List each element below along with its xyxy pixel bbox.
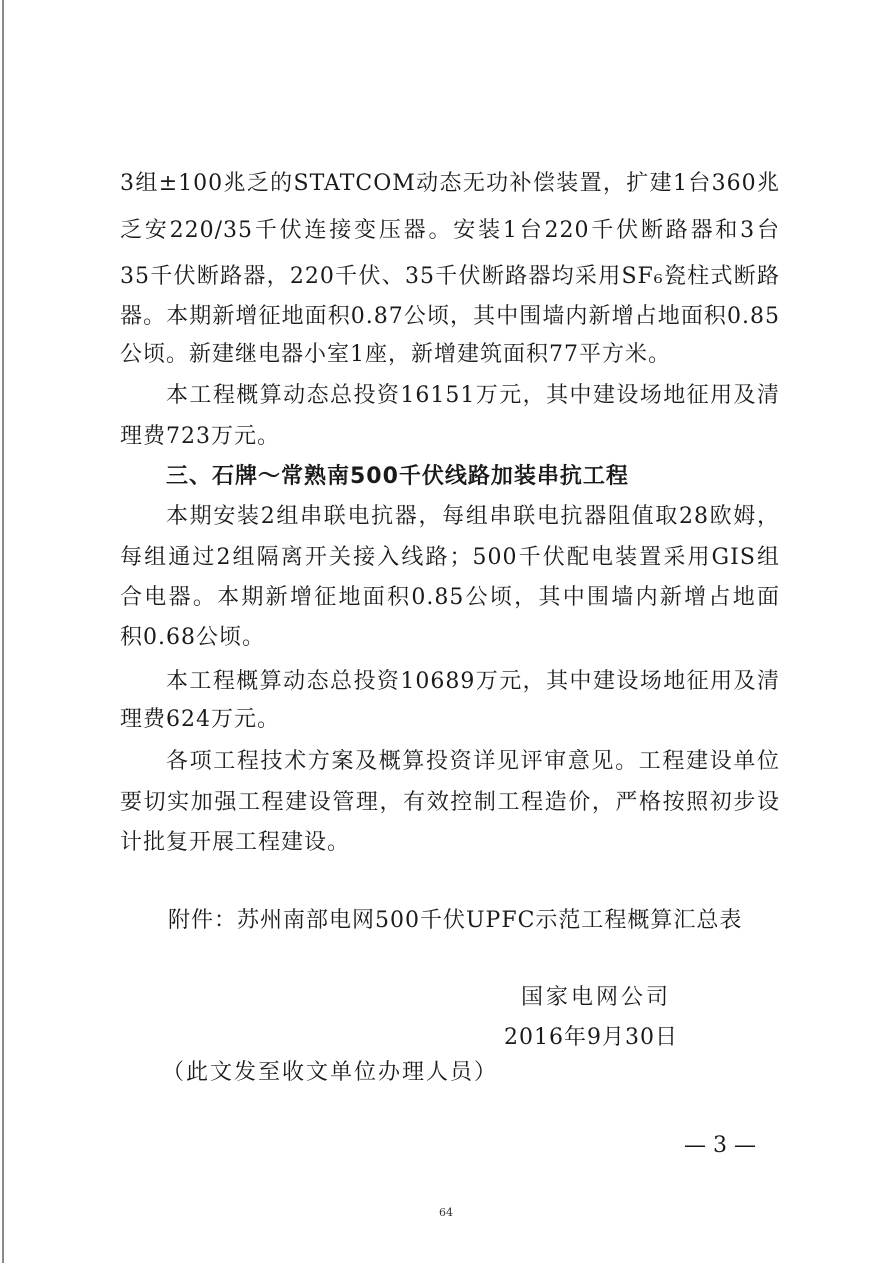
para5-line-2: 要切实加强工程建设管理，有效控制工程造价，严格按照初步设 (120, 790, 780, 815)
para2-line-1: 本工程概算动态总投资16151万元，其中建设场地征用及清 (166, 383, 780, 408)
page-number: — 3 — (684, 1133, 756, 1158)
para3-line-1: 本期安装2组串联电抗器，每组串联电抗器阻值取28欧姆， (166, 504, 780, 529)
para4-line-1: 本工程概算动态总投资10689万元，其中建设场地征用及清 (166, 669, 780, 694)
para1-line-5: 公顷。新建继电器小室1座，新增建筑面积77平方米。 (120, 342, 671, 367)
para5-line-3: 计批复开展工程建设。 (120, 830, 351, 855)
para1-line-1: 3组±100兆乏的STATCOM动态无功补偿装置，扩建1台360兆 (120, 171, 780, 196)
para3-line-4: 积0.68公顷。 (120, 625, 265, 650)
para1-line-2: 乏安220/35千伏连接变压器。安装1台220千伏断路器和3台 (120, 218, 780, 243)
para4-line-2: 理费624万元。 (120, 707, 280, 732)
issuing-organization: 国家电网公司 (521, 985, 672, 1010)
para1-line-4: 器。本期新增征地面积0.87公顷，其中围墙内新增占地面积0.85 (120, 304, 780, 329)
footer-number: 64 (439, 1206, 453, 1219)
para3-line-3: 合电器。本期新增征地面积0.85公顷，其中围墙内新增占地面 (120, 585, 780, 610)
attachment-note: 附件：苏州南部电网500千伏UPFC示范工程概算汇总表 (168, 908, 743, 933)
para1-line-3: 35千伏断路器，220千伏、35千伏断路器均采用SF₆瓷柱式断路 (120, 264, 780, 289)
issue-date: 2016年9月30日 (504, 1025, 678, 1050)
para5-line-1: 各项工程技术方案及概算投资详见评审意见。工程建设单位 (166, 749, 780, 774)
distribution-note: （此文发至收文单位办理人员） (162, 1060, 499, 1085)
section-heading: 三、石牌～常熟南500千伏线路加装串抗工程 (166, 464, 629, 489)
para2-line-2: 理费723万元。 (120, 424, 280, 449)
page-left-border (2, 0, 4, 1263)
para3-line-2: 每组通过2组隔离开关接入线路；500千伏配电装置采用GIS组 (120, 545, 780, 570)
